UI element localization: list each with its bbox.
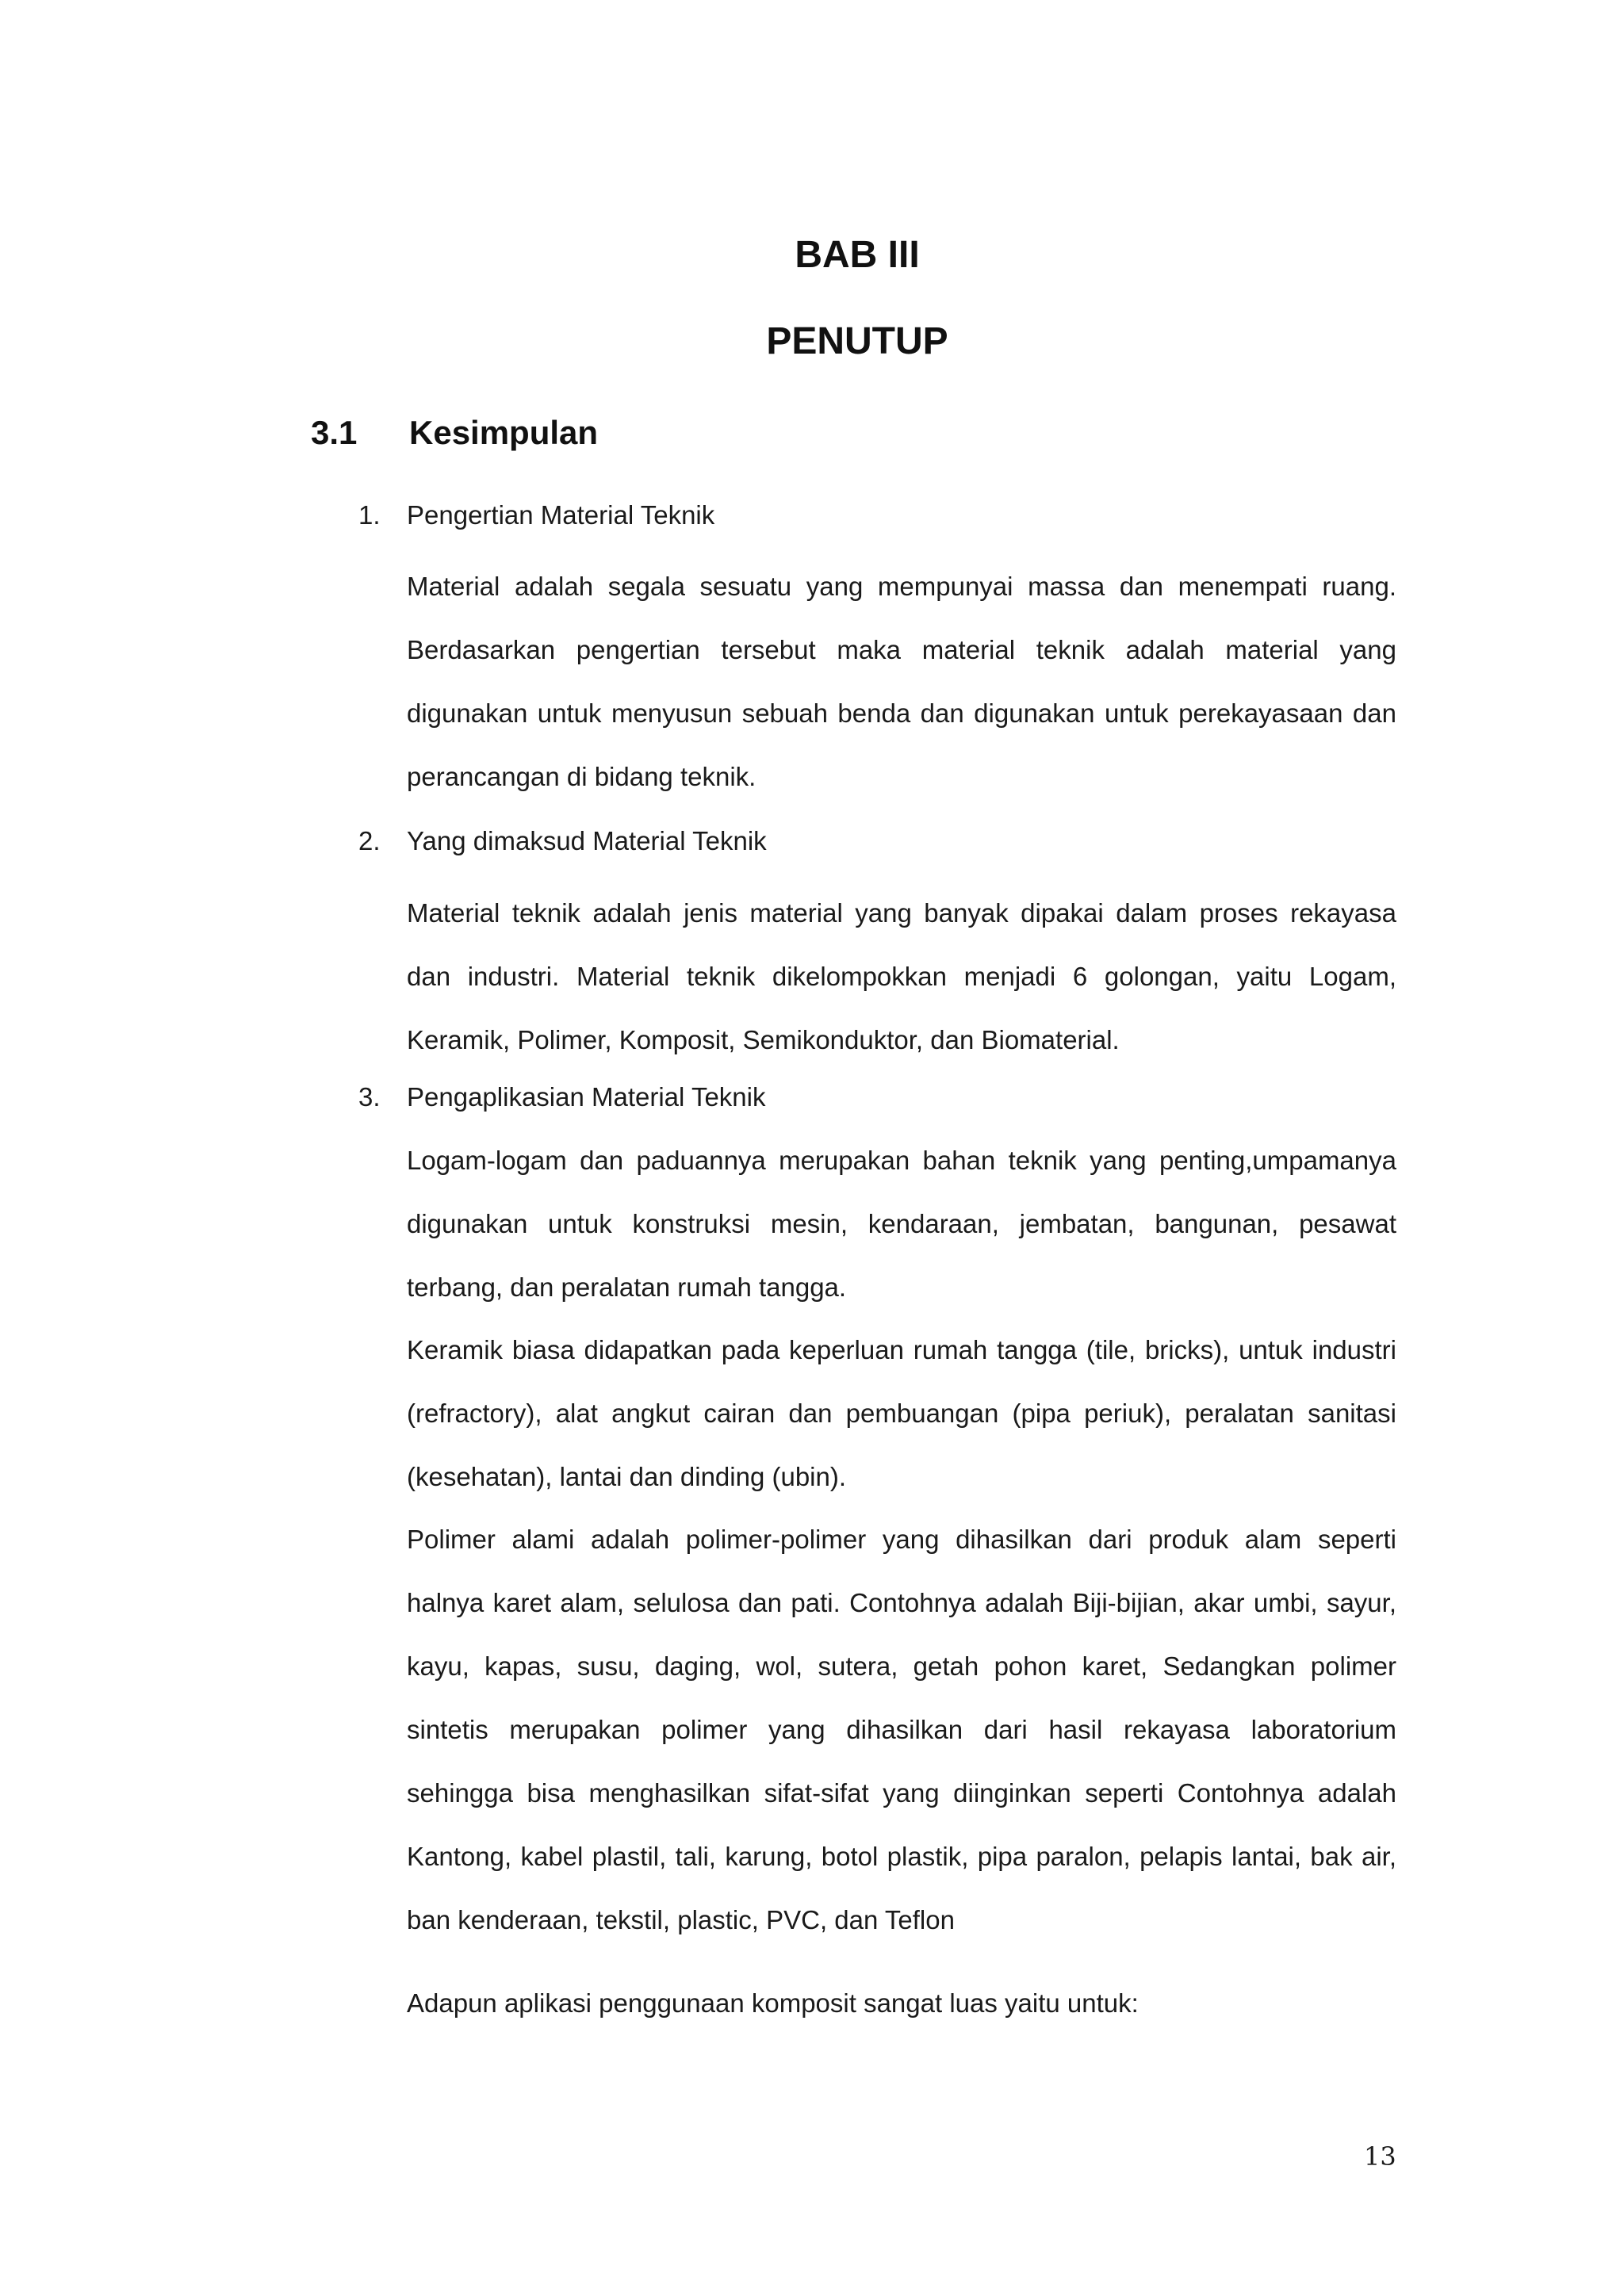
list-item-number: 2. xyxy=(358,826,381,855)
list-item-number: 3. xyxy=(358,1082,381,1112)
paragraph: Material teknik adalah jenis material yang banyak dipakai dalam proses rekayasa dan industri. Material teknik dikelompokkan menjadi 6 golongan, yaitu Logam, Keramik, Polimer, Komposit, Semikonduktor, dan Biomaterial. xyxy=(407,898,1396,1054)
paragraph: Keramik biasa didapatkan pada keperluan rumah tangga (tile, bricks), untuk industri (refractory), alat angkut cairan dan pembuangan (pipa periuk), peralatan sanitasi (kesehatan), lantai dan dinding (ubin). xyxy=(407,1335,1396,1491)
section-number: 3.1 xyxy=(311,414,358,451)
paragraph: Adapun aplikasi penggunaan komposit sangat luas yaitu untuk: xyxy=(407,1988,1139,2018)
section-heading xyxy=(311,412,598,453)
chapter-number: BAB III xyxy=(795,234,920,276)
paragraph: Polimer alami adalah polimer-polimer yang dihasilkan dari produk alam seperti halnya karet alam, selulosa dan pati. Contohnya adalah Biji-bijian, akar umbi, sayur, kayu, kapas, susu, daging, wol, sutera, getah pohon karet, Sedangkan polimer sintetis merupakan polimer yang dihasilkan dari hasil rekayasa laboratorium sehingga bisa menghasilkan sifat-sifat yang diinginkan seperti Contohnya adalah Kantong, kabel plastil, tali, karung, botol plastik, pipa paralon, pelapis lantai, bak air, ban kenderaan, tekstil, plastic, PVC, dan Teflon xyxy=(407,1525,1396,1934)
paragraph: Material adalah segala sesuatu yang mempunyai massa dan menempati ruang. Berdasarkan pengertian tersebut maka material teknik adalah material yang digunakan untuk menyusun sebuah benda dan digunakan untuk perekayasaan dan perancangan di bidang teknik. xyxy=(407,572,1396,791)
list-item-title: Pengertian Material Teknik xyxy=(407,500,715,530)
list-item-title: Yang dimaksud Material Teknik xyxy=(407,826,767,855)
section-title: Kesimpulan xyxy=(409,414,599,451)
paragraph: Logam-logam dan paduannya merupakan bahan teknik yang penting,umpamanya digunakan untuk konstruksi mesin, kendaraan, jembatan, bangunan, pesawat terbang, dan peralatan rumah tangga. xyxy=(407,1146,1396,1302)
chapter-title: PENUTUP xyxy=(766,320,948,362)
list-item-title: Pengaplikasian Material Teknik xyxy=(407,1082,766,1112)
page-number: 13 xyxy=(1364,2141,1396,2172)
list-item-number: 1. xyxy=(358,500,381,530)
